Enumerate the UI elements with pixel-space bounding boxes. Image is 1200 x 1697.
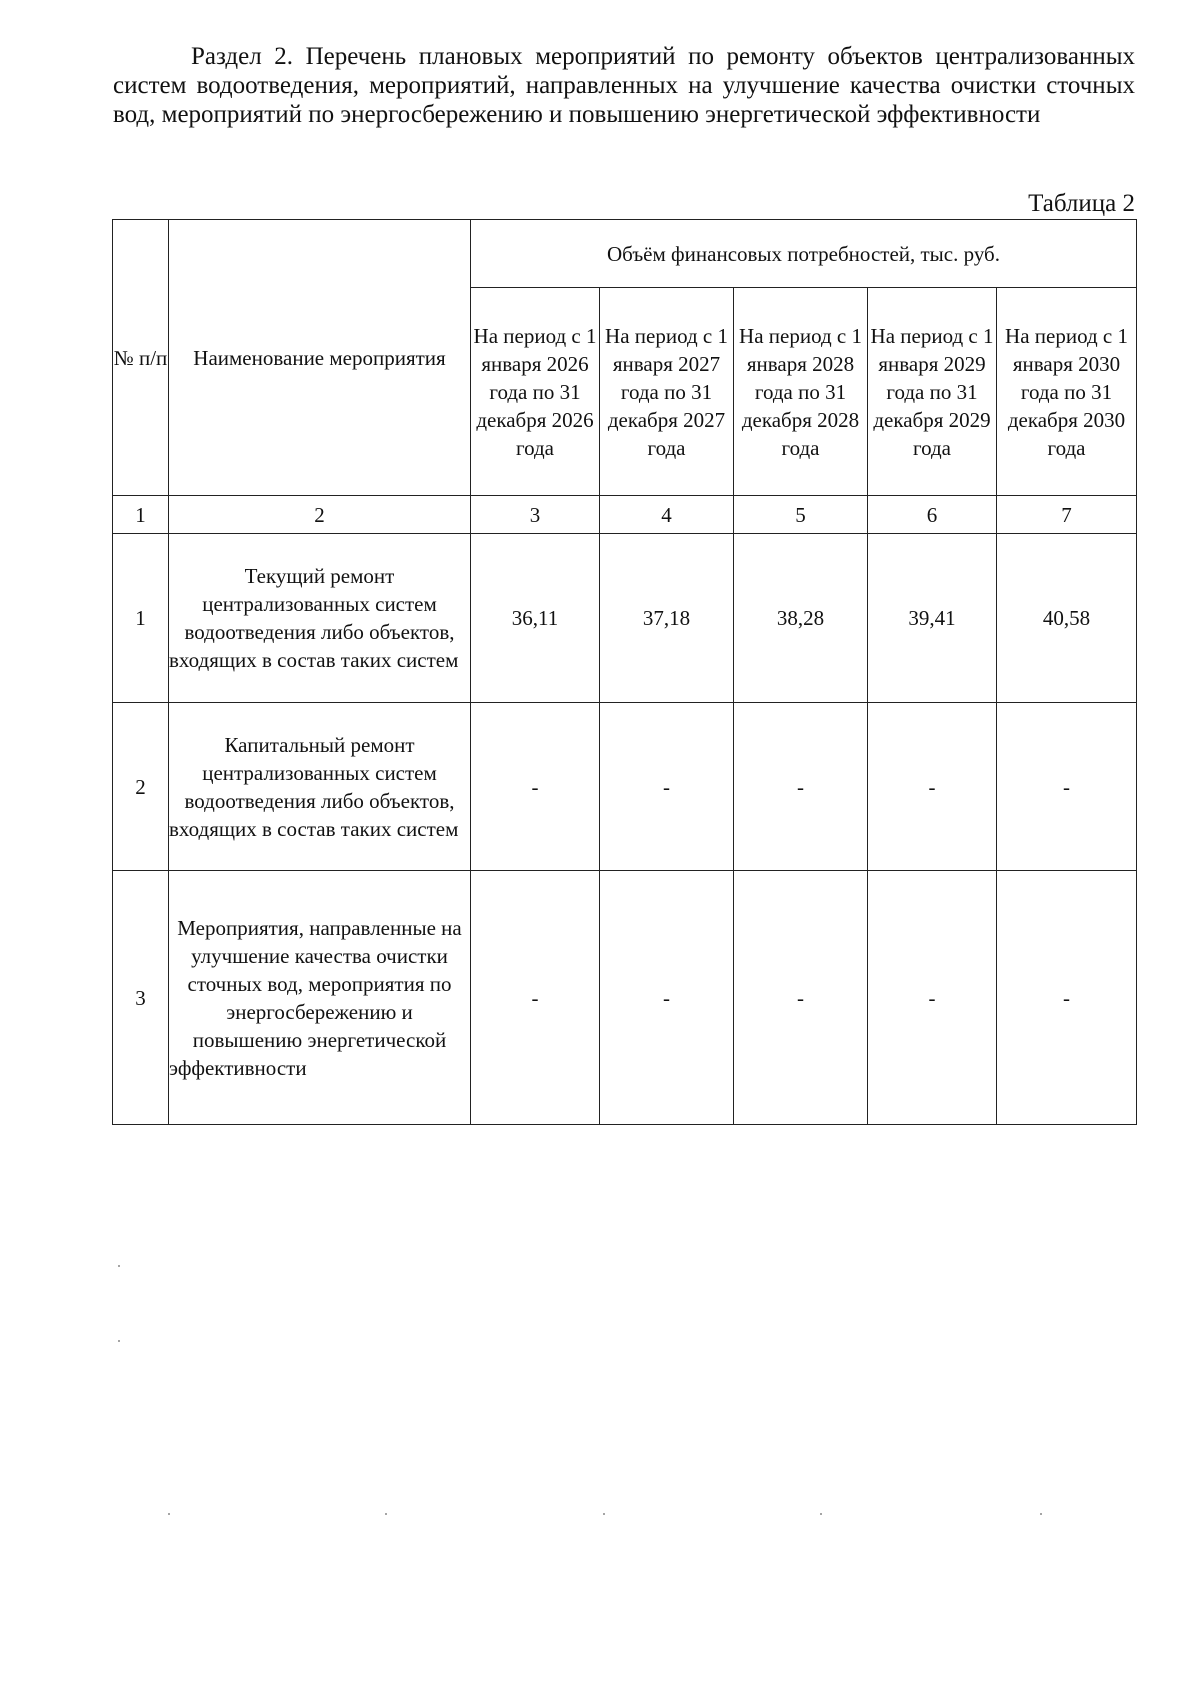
col-name-header: Наименование мероприятия (169, 220, 471, 496)
value-cell: - (868, 703, 997, 871)
row-number: 1 (113, 534, 169, 703)
value-cell: - (868, 871, 997, 1125)
column-index: 6 (868, 496, 997, 534)
finance-header: Объём финансовых потребностей, тыс. руб. (471, 220, 1137, 288)
scan-speck (1040, 1513, 1042, 1515)
value-cell: - (734, 703, 868, 871)
works-table (112, 219, 1137, 1125)
column-index: 5 (734, 496, 868, 534)
table-row (113, 703, 1137, 871)
period-header: На период с 1 января 2026 года по 31 декабря 2026 года (471, 288, 600, 496)
table-row (113, 534, 1137, 703)
period-header: На период с 1 января 2030 года по 31 декабря 2030 года (997, 288, 1137, 496)
column-index: 2 (169, 496, 471, 534)
value-cell: 37,18 (600, 534, 734, 703)
measure-name: Текущий ремонт централизованных систем водоотведения либо объектов, входящих в состав таких систем (169, 534, 471, 703)
table-caption: Таблица 2 (1028, 190, 1135, 217)
section-heading: Раздел 2. Перечень плановых мероприятий по ремонту объектов централизованных систем водоотведения, мероприятий, направленных на улучшение качества очистки сточных вод, мероприятий по энергосбережению и повышению энергетической эффективности (113, 43, 1135, 128)
row-number: 3 (113, 871, 169, 1125)
value-cell: - (600, 871, 734, 1125)
value-cell: 38,28 (734, 534, 868, 703)
column-index: 1 (113, 496, 169, 534)
column-index: 3 (471, 496, 600, 534)
scan-speck (118, 1265, 120, 1267)
table-row (113, 871, 1137, 1125)
value-cell: - (997, 703, 1137, 871)
scan-speck (118, 1340, 120, 1342)
scan-speck (168, 1513, 170, 1515)
period-header: На период с 1 января 2029 года по 31 декабря 2029 года (868, 288, 997, 496)
measure-name: Капитальный ремонт централизованных систем водоотведения либо объектов, входящих в состав таких систем (169, 703, 471, 871)
period-header: На период с 1 января 2028 года по 31 декабря 2028 года (734, 288, 868, 496)
scan-speck (385, 1513, 387, 1515)
column-index: 7 (997, 496, 1137, 534)
value-cell: - (734, 871, 868, 1125)
value-cell: 39,41 (868, 534, 997, 703)
period-header: На период с 1 января 2027 года по 31 декабря 2027 года (600, 288, 734, 496)
column-index-row (113, 496, 1137, 534)
row-number: 2 (113, 703, 169, 871)
value-cell: - (471, 703, 600, 871)
column-index: 4 (600, 496, 734, 534)
value-cell: 40,58 (997, 534, 1137, 703)
scan-speck (603, 1513, 605, 1515)
col-num-header: № п/п (113, 220, 169, 496)
value-cell: - (600, 703, 734, 871)
value-cell: 36,11 (471, 534, 600, 703)
value-cell: - (997, 871, 1137, 1125)
scan-speck (820, 1513, 822, 1515)
measure-name: Мероприятия, направленные на улучшение качества очистки сточных вод, мероприятия по энергосбережению и повышению энергетической эффективности (169, 871, 471, 1125)
table-header-row (113, 220, 1137, 288)
value-cell: - (471, 871, 600, 1125)
